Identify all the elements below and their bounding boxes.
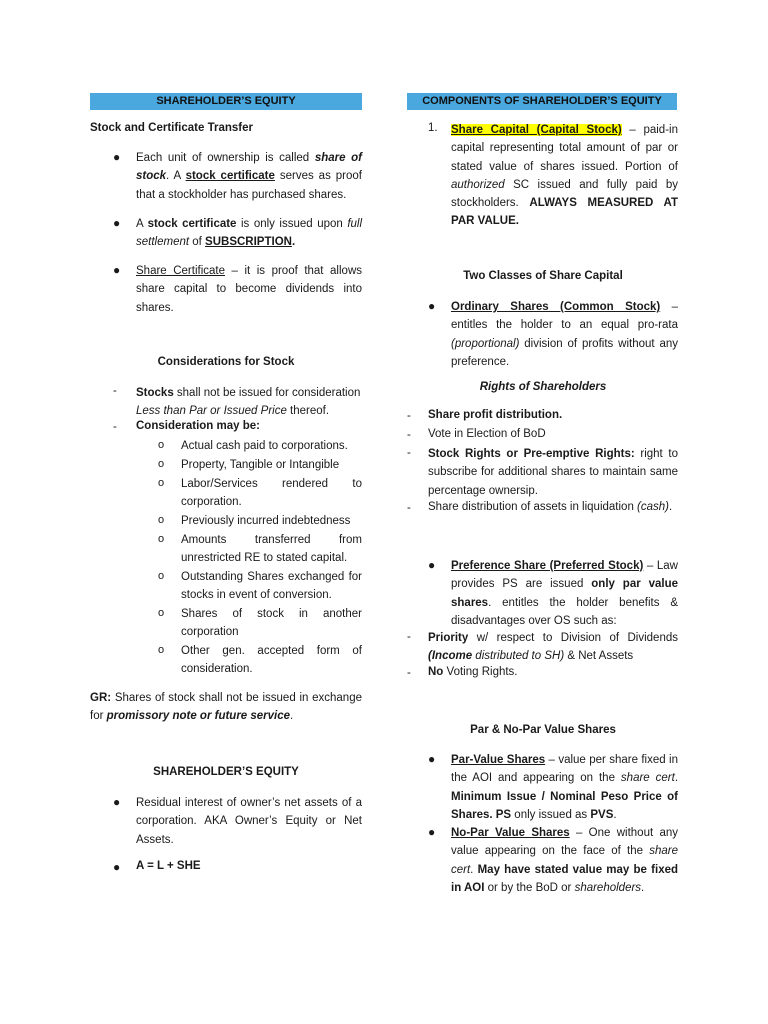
shareholders-equity-banner bbox=[90, 93, 362, 110]
accounting-equation: A = L + SHE bbox=[136, 860, 201, 872]
dash-marker: - bbox=[113, 385, 117, 397]
considerations-title: Considerations for Stock bbox=[157, 356, 295, 368]
bullet-marker: ● bbox=[428, 558, 436, 572]
bullet-share-certificate: Share Certificate – it is proof that allows share capital to become dividends into shares. bbox=[136, 265, 362, 314]
dash-marker: - bbox=[407, 429, 411, 441]
dash-marker: - bbox=[407, 667, 411, 679]
no-par-value-shares: No-Par Value Shares – One without any value appearing on the face of the share cert. May have stated value may be fixed in AOI or by the BoD or shareholders. bbox=[451, 827, 679, 894]
sub-item: Property, Tangible or Intangible bbox=[181, 459, 340, 471]
dash-marker: - bbox=[407, 410, 411, 422]
circle-marker: o bbox=[158, 607, 165, 619]
dash-marker: - bbox=[407, 447, 411, 459]
she-definition: Residual interest of owner’s net assets of a corporation. AKA Owner’s Equity or Net Assets. bbox=[136, 797, 362, 846]
sub-item: Previously incurred indebtedness bbox=[181, 515, 351, 527]
par-value-shares: Par-Value Shares – value per share fixed in the AOI and appearing on the share cert. Minimum Issue / Nominal Peso Price of Shares. PS only issued as PVS. bbox=[451, 754, 679, 821]
dash-consideration-may-be: Consideration may be: bbox=[136, 420, 260, 432]
bullet-marker: ● bbox=[113, 795, 121, 809]
banner-title: SHAREHOLDER’S EQUITY bbox=[156, 95, 296, 107]
right-vote: Vote in Election of BoD bbox=[428, 428, 546, 440]
preference-shares: Preference Share (Preferred Stock) – Law provides PS are issued only par value shares. entitles the holder benefits & disadvantages over OS such as: bbox=[451, 560, 678, 627]
right-pre-emptive: Stock Rights or Pre-emptive Rights: right to subscribe for additional shares to maintain same percentage ownersip. bbox=[428, 448, 678, 497]
circle-marker: o bbox=[158, 514, 165, 526]
bullet-marker: ● bbox=[428, 752, 436, 766]
components-banner bbox=[407, 93, 677, 110]
sub-item: Shares of stock in another corporation bbox=[181, 608, 362, 639]
bullet-marker: ● bbox=[113, 263, 121, 277]
sub-item: Amounts transferred from unrestricted RE to stated capital. bbox=[181, 534, 362, 565]
two-classes-title: Two Classes of Share Capital bbox=[463, 270, 623, 282]
circle-marker: o bbox=[158, 644, 165, 656]
pref-priority: Priority w/ respect to Division of Dividends (Income distributed to SH) & Net Assets bbox=[428, 632, 678, 663]
circle-marker: o bbox=[158, 439, 165, 451]
sub-item: Other gen. accepted form of consideration. bbox=[181, 645, 362, 676]
dash-marker: - bbox=[407, 631, 411, 643]
general-rule: GR: Shares of stock shall not be issued in exchange for promissory note or future service. bbox=[90, 692, 362, 723]
circle-marker: o bbox=[158, 458, 165, 470]
pref-no-voting: No Voting Rights. bbox=[428, 666, 518, 678]
ordinary-shares: Ordinary Shares (Common Stock) – entitles the holder to an equal pro-rata (proportional) division of profits without any preference. bbox=[451, 301, 678, 368]
item-number: 1. bbox=[428, 122, 438, 134]
bullet-marker: ● bbox=[428, 825, 436, 839]
share-capital-item: Share Capital (Capital Stock) – paid-in capital representing total amount of par or stated value of shares issued. Portion of authorized SC issued and fully paid by stockholders. ALWAYS MEASURED AT PAR VALUE. bbox=[451, 124, 678, 228]
banner-title: COMPONENTS OF SHAREHOLDER’S EQUITY bbox=[422, 95, 662, 107]
sub-item: Labor/Services rendered to corporation. bbox=[181, 478, 362, 509]
circle-marker: o bbox=[158, 477, 165, 489]
bullet-marker: ● bbox=[113, 150, 121, 164]
dash-stocks-consideration: Stocks shall not be issued for consideration Less than Par or Issued Price thereof. bbox=[136, 387, 361, 418]
bullet-marker: ● bbox=[428, 299, 436, 313]
dash-marker: - bbox=[113, 421, 117, 433]
circle-marker: o bbox=[158, 570, 165, 582]
bullet-share-of-stock: Each unit of ownership is called share of stock. A stock certificate serves as proof that a stockholder has purchased shares. bbox=[136, 152, 362, 201]
par-title: Par & No-Par Value Shares bbox=[470, 724, 616, 736]
bullet-stock-certificate: A stock certificate is only issued upon full settlement of SUBSCRIPTION. bbox=[136, 218, 363, 249]
dash-marker: - bbox=[407, 502, 411, 514]
rights-title: Rights of Shareholders bbox=[479, 381, 607, 393]
section-title: Stock and Certificate Transfer bbox=[90, 122, 253, 134]
right-liquidation: Share distribution of assets in liquidation (cash). bbox=[428, 501, 673, 513]
bullet-marker: ● bbox=[113, 216, 121, 230]
bullet-marker: ● bbox=[113, 860, 121, 874]
sub-item: Actual cash paid to corporations. bbox=[181, 440, 348, 452]
right-share-profit: Share profit distribution. bbox=[428, 409, 563, 421]
sub-item: Outstanding Shares exchanged for stocks in event of conversion. bbox=[181, 571, 362, 602]
circle-marker: o bbox=[158, 533, 165, 545]
she-title: SHAREHOLDER’S EQUITY bbox=[153, 766, 299, 778]
